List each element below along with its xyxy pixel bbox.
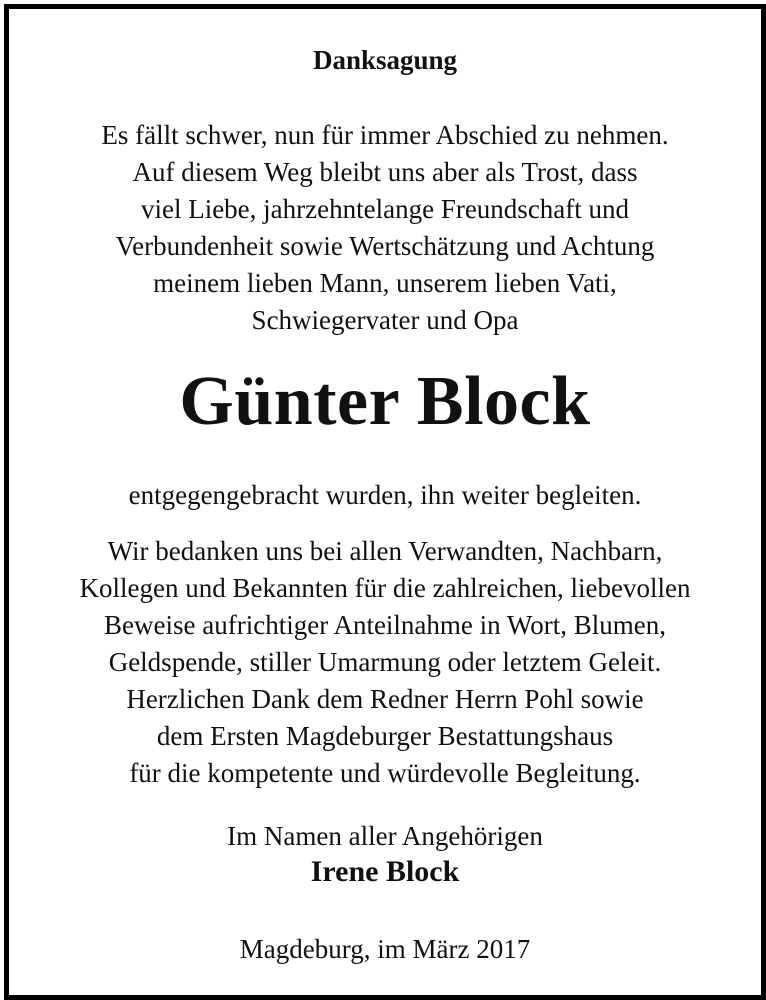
- signer-name: Irene Block: [310, 855, 460, 888]
- intro-line: Auf diesem Weg bleibt uns aber als Trost, dass: [132, 157, 638, 187]
- intro-line: Verbundenheit sowie Wertschätzung und Achtung: [115, 231, 655, 261]
- thanks-line: Geldspende, stiller Umarmung oder letztem Geleit.: [108, 647, 662, 677]
- intro-line: viel Liebe, jahrzehntelange Freundschaft und: [140, 194, 630, 224]
- thanks-line: Herzlichen Dank dem Redner Herrn Pohl sowie: [126, 684, 644, 714]
- notice-border: [4, 4, 766, 1000]
- thanks-line: Kollegen und Bekannten für die zahlreichen, liebevollen: [79, 573, 691, 603]
- notice-content: [9, 9, 761, 995]
- intro-line: Es fällt schwer, nun für immer Abschied zu nehmen.: [101, 120, 669, 150]
- notice-title: Danksagung: [312, 45, 458, 75]
- intro-line: meinem lieben Mann, unserem lieben Vati,: [153, 268, 617, 298]
- closing-phrase: Im Namen aller Angehörigen: [227, 821, 543, 851]
- thanks-line: dem Ersten Magdeburger Bestattungshaus: [156, 721, 614, 751]
- thanks-line: Wir bedanken uns bei allen Verwandten, Nachbarn,: [107, 536, 663, 566]
- thanks-line: Beweise aufrichtiger Anteilnahme in Wort, Blumen,: [104, 610, 666, 640]
- deceased-name: Günter Block: [179, 363, 591, 440]
- thanks-line: für die kompetente und würdevolle Begleitung.: [129, 758, 641, 788]
- intro-line: Schwiegervater und Opa: [251, 305, 519, 335]
- place-date: Magdeburg, im März 2017: [239, 934, 531, 964]
- after-name-line: entgegengebracht wurden, ihn weiter begleiten.: [128, 480, 642, 510]
